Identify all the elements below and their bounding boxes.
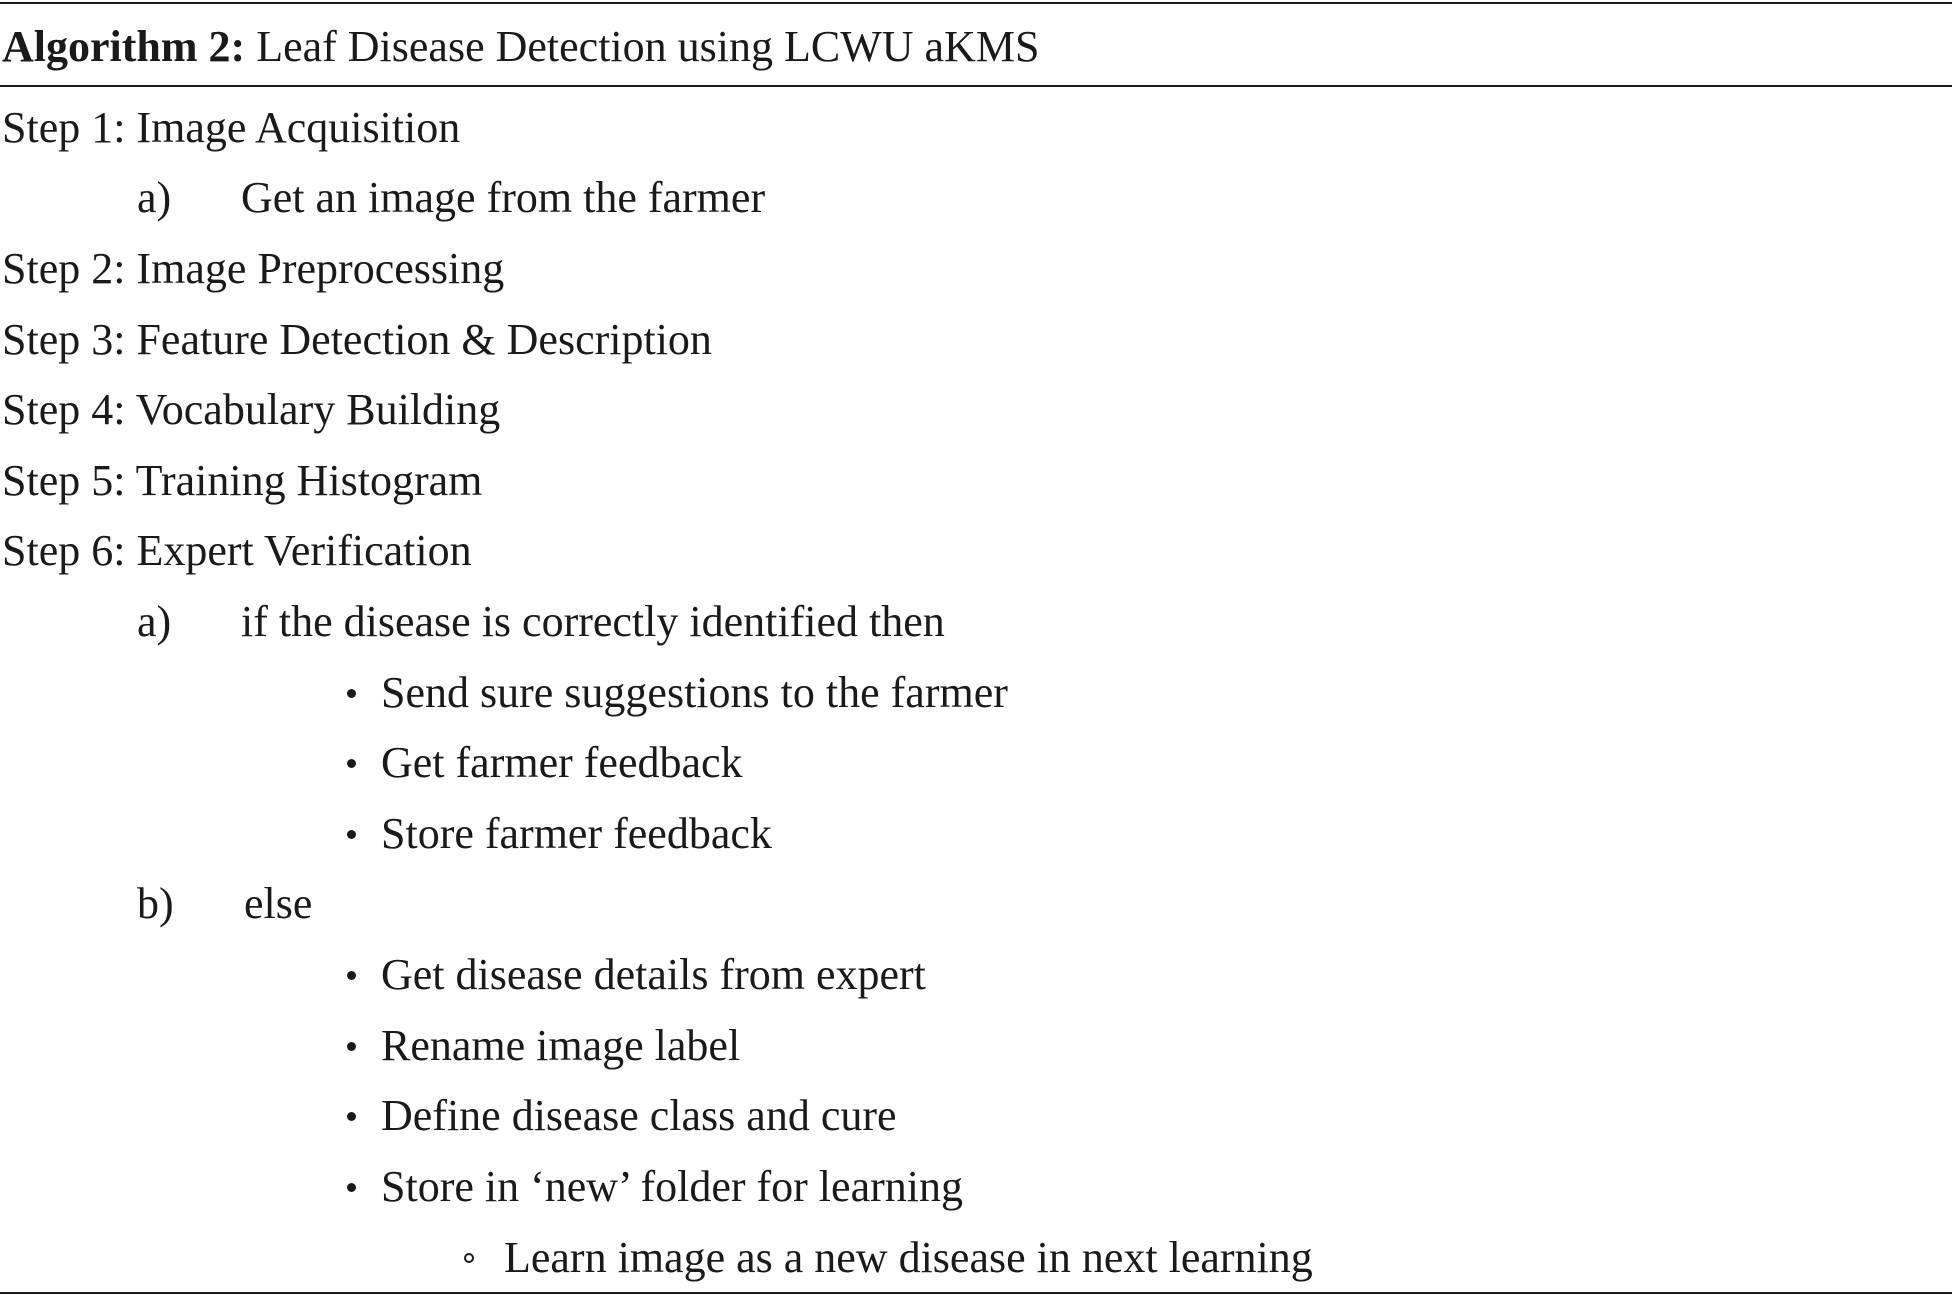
step-1: Step 1: Image Acquisition — [2, 103, 461, 152]
bullet-icon — [347, 689, 356, 698]
algorithm-title-label: Algorithm 2: — [2, 22, 246, 71]
bullet-item: Send sure suggestions to the farmer — [381, 668, 1008, 717]
sub-bullet-circle-icon — [464, 1253, 474, 1263]
title-rule — [0, 85, 1952, 87]
step-1-sub-a-marker: a) — [137, 173, 172, 222]
bullet-item: Store farmer feedback — [381, 809, 772, 858]
top-rule — [0, 2, 1952, 4]
algorithm-title — [2, 22, 1039, 72]
step-6: Step 6: Expert Verification — [2, 526, 472, 575]
bullet-icon — [347, 830, 356, 839]
bullet-item: Get disease details from expert — [381, 950, 926, 999]
bullet-icon — [347, 971, 356, 980]
bottom-rule — [0, 1292, 1952, 1294]
step-6-sub-a-marker: a) — [137, 597, 172, 646]
bullet-item: Define disease class and cure — [381, 1091, 897, 1140]
step-3: Step 3: Feature Detection & Description — [2, 315, 712, 364]
step-6-sub-b-text: else — [244, 879, 313, 928]
step-4: Step 4: Vocabulary Building — [2, 385, 501, 434]
bullet-icon — [347, 759, 356, 768]
bullet-icon — [347, 1183, 356, 1192]
bullet-icon — [347, 1042, 356, 1051]
bullet-item: Rename image label — [381, 1021, 741, 1070]
step-6-sub-a-text: if the disease is correctly identified then — [241, 597, 945, 646]
step-2: Step 2: Image Preprocessing — [2, 244, 505, 293]
step-6-sub-b-marker: b) — [137, 879, 174, 928]
sub-bullet-item: Learn image as a new disease in next learning — [504, 1233, 1313, 1282]
bullet-item: Store in ‘new’ folder for learning — [381, 1162, 963, 1211]
step-1-sub-a-text: Get an image from the farmer — [241, 173, 766, 222]
step-5: Step 5: Training Histogram — [2, 456, 483, 505]
bullet-item: Get farmer feedback — [381, 738, 743, 787]
algorithm-title-text: Leaf Disease Detection using LCWU aKMS — [256, 22, 1040, 71]
bullet-icon — [347, 1112, 356, 1121]
